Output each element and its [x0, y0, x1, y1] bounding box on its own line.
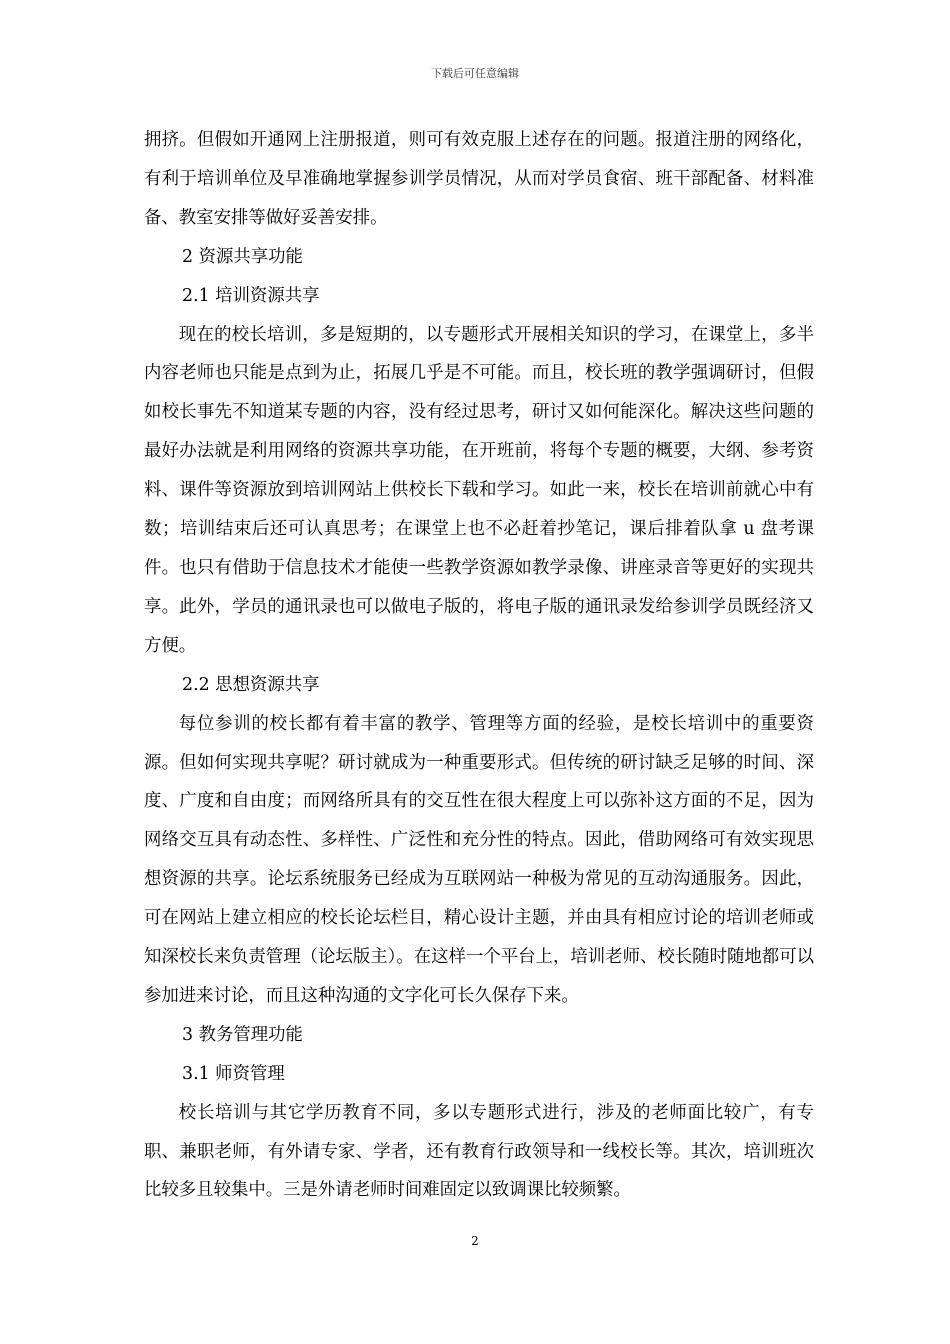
- page-header: 下载后可任意编辑: [431, 67, 519, 80]
- subsection-heading-2-2: 2.2 思想资源共享: [182, 674, 320, 695]
- section-heading-3: 3 教务管理功能: [182, 1024, 303, 1045]
- subsection-heading-3-1: 3.1 师资管理: [182, 1063, 285, 1084]
- paragraph-teacher-management: 校长培训与其它学历教育不同，多以专题形式进行，涉及的老师面比较广，有专职、兼职老师，有外请专家、学者，还有教育行政领导和一线校长等。其次，培训班次比较多且较集中。三是外请老师时间难固定以致调课比较频繁。: [144, 1102, 814, 1201]
- paragraph-continued: 拥挤。但假如开通网上注册报道，则可有效克服上述存在的问题。报道注册的网络化，有利于培训单位及早准确地掌握参训学员情况，从而对学员食宿、班干部配备、材料准备、教室安排等做好妥善安排。: [144, 130, 814, 228]
- subsection-heading-2-1: 2.1 培训资源共享: [182, 285, 320, 306]
- paragraph-idea-resources: 每位参训的校长都有着丰富的教学、管理等方面的经验，是校长培训中的重要资源。但如何实现共享呢？研讨就成为一种重要形式。但传统的研讨缺乏足够的时间、深度、广度和自由度；而网络所具有的交互性在很大程度上可以弥补这方面的不足，因为网络交互具有动态性、多样性、广泛性和充分性的特点。因此，借助网络可有效实现思想资源的共享。论坛系统服务已经成为互联网站一种极为常见的互动沟通服务。因此，可在网站上建立相应的校长论坛栏目，精心设计主题，并由具有相应讨论的培训老师或知深校长来负责管理（论坛版主）。在这样一个平台上，培训老师、校长随时随地都可以参加进来讨论，而且这种沟通的文字化可长久保存下来。: [144, 713, 814, 1006]
- paragraph-training-resources: 现在的校长培训，多是短期的，以专题形式开展相关知识的学习，在课堂上，多半内容老师也只能是点到为止，拓展几乎是不可能。而且，校长班的教学强调研讨，但假如校长事先不知道某专题的内容，没有经过思考，研讨又如何能深化。解决这些问题的最好办法就是利用网络的资源共享功能，在开班前，将每个专题的概要，大纲、参考资料、课件等资源放到培训网站上供校长下载和学习。如此一来，校长在培训前就心中有数；培训结束后还可认真思考；在课堂上也不必赶着抄笔记，课后排着队拿 u 盘考课件。也只有借助于信息技术才能使一些教学资源如教学录像、讲座录音等更好的实现共享。此外，学员的通讯录也可以做电子版的，将电子版的通讯录发给参训学员既经济又方便。: [144, 324, 814, 656]
- section-heading-2: 2 资源共享功能: [182, 246, 303, 267]
- page-number: 2: [471, 1234, 479, 1248]
- document-body: [144, 121, 814, 1210]
